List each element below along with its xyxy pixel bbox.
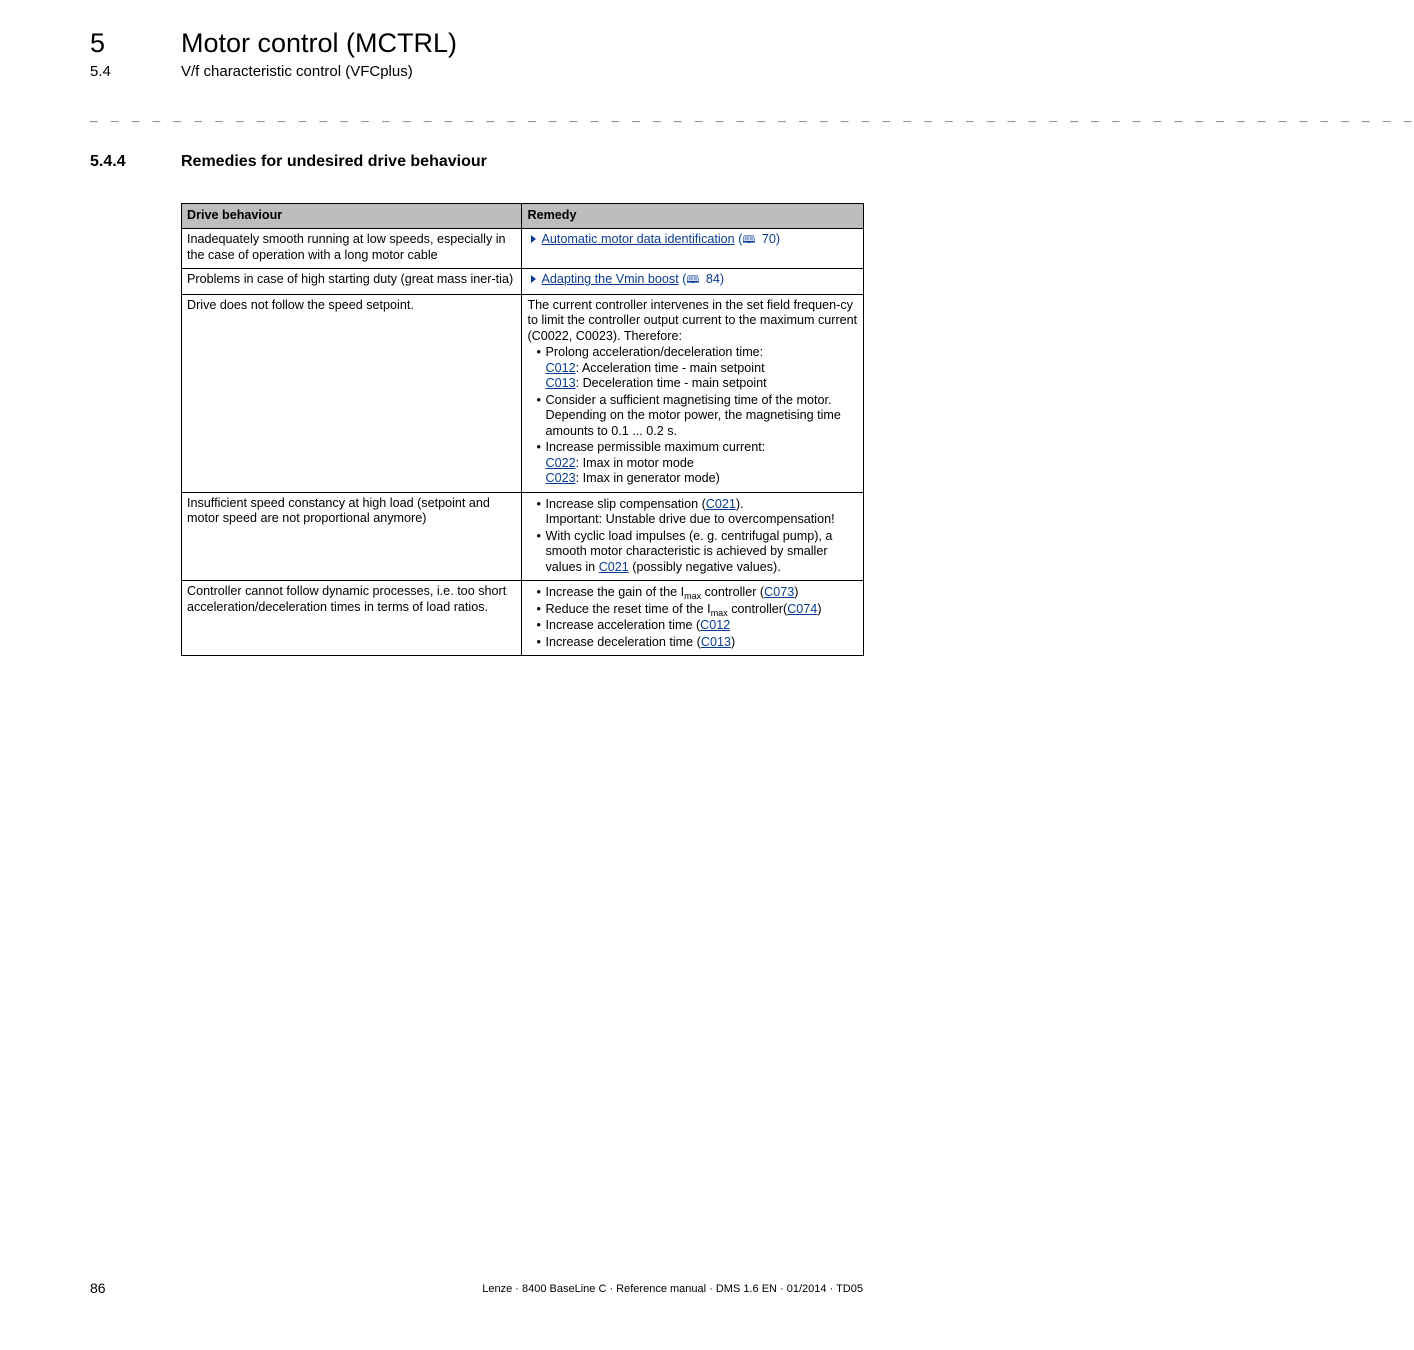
column-header-remedy: Remedy [522,204,864,229]
link-adapting-vmin-boost[interactable]: Adapting the Vmin boost [541,272,679,286]
subchapter-number: 5.4 [90,63,111,80]
list-item: • Prolong acceleration/deceleration time: C012: Acceleration time - main setpoint C013: Deceleration time - main setpoint [545,345,858,392]
table-row [182,492,864,581]
chapter-title: Motor control (MCTRL) [181,28,458,58]
remedy-cell [522,229,864,269]
link-automatic-motor-data-identification[interactable]: Automatic motor data identification [541,232,735,246]
list-item: • Consider a sufficient magnetising time of the motor. Depending on the motor power, the magnetising time amounts to 0.1 ... 0.2 s. [545,393,858,440]
page-reference[interactable]: (🕮 84) [682,272,724,286]
remedies-table [181,203,864,656]
section-title: Remedies for undesired drive behaviour [181,153,487,170]
link-c074[interactable]: C074 [787,601,818,616]
triangle-right-icon [531,275,536,283]
triangle-right-icon [531,235,536,243]
behaviour-cell: Insufficient speed constancy at high load (setpoint and motor speed are not proportional anymore) [182,492,522,581]
list-item: • Increase slip compensation (C021). Important: Unstable drive due to overcompensation! [545,497,858,528]
remedy-cell [522,492,864,581]
link-c013[interactable]: C013 [700,634,731,649]
table-row [182,269,864,295]
remedy-cell [522,269,864,295]
remedy-list [527,585,858,650]
page-number: 86 [90,1280,106,1296]
behaviour-cell: Problems in case of high starting duty (great mass iner-tia) [182,269,522,295]
remedy-cell [522,581,864,656]
column-header-behaviour: Drive behaviour [182,204,522,229]
behaviour-cell: Drive does not follow the speed setpoint. [182,294,522,492]
list-item: • Increase deceleration time (C013) [545,635,858,651]
table-header-row [182,204,864,229]
link-c013[interactable]: C013 [545,376,576,390]
remedy-intro: The current controller intervenes in the set field frequen-cy to limit the controller output current to the maximum current (C0022, C0023). Therefore: [527,297,858,343]
link-c012[interactable]: C012 [545,360,576,375]
table-row [182,581,864,656]
chapter-number: 5 [90,28,106,58]
table-row [182,229,864,269]
link-c023[interactable]: C023 [545,471,576,485]
section-number: 5.4.4 [90,153,126,170]
header-divider: _ _ _ _ _ _ _ _ _ _ _ _ _ _ _ _ _ _ _ _ _ _ _ _ _ _ _ _ _ _ _ _ _ _ _ _ _ _ _ _ _ _ _ _ _ _ _ _ _ _ _ _ _ _ _ _ _ _ _ _ _ _ _ _ [90,108,1414,123]
book-icon: 🕮 [742,234,756,246]
behaviour-cell: Inadequately smooth running at low speeds, especially in the case of operation with a long motor cable [182,229,522,269]
list-item: • Reduce the reset time of the $I_{max}$ controller(C074) [545,602,858,618]
remedy-list [527,497,858,576]
link-c012[interactable]: C012 [700,618,731,632]
page-reference[interactable]: (🕮 70) [738,232,780,246]
table-row [182,294,864,492]
list-item: • With cyclic load impulses (e. g. centrifugal pump), a smooth motor characteristic is achieved by smaller values in C021 (possibly negative values). [545,529,858,576]
list-item: • Increase acceleration time (C012 [545,618,858,634]
remedy-cell [522,294,864,492]
link-c021[interactable]: C021 [705,496,736,511]
list-item: • Increase the gain of the $I_{max}$ controller (C073) [545,585,858,601]
document-info: Lenze · 8400 BaseLine C · Reference manual · DMS 1.6 EN · 01/2014 · TD05 [482,1283,863,1295]
link-c021[interactable]: C021 [598,559,629,574]
link-c073[interactable]: C073 [764,585,795,599]
subchapter-title: V/f characteristic control (VFCplus) [181,63,413,80]
book-icon: 🕮 [686,274,700,286]
remedy-list [527,345,858,487]
behaviour-cell: Controller cannot follow dynamic processes, i.e. too short acceleration/deceleration times in terms of load ratios. [182,581,522,656]
list-item: • Increase permissible maximum current: C022: Imax in motor mode C023: Imax in generator mode) [545,440,858,487]
link-c022[interactable]: C022 [545,455,576,470]
